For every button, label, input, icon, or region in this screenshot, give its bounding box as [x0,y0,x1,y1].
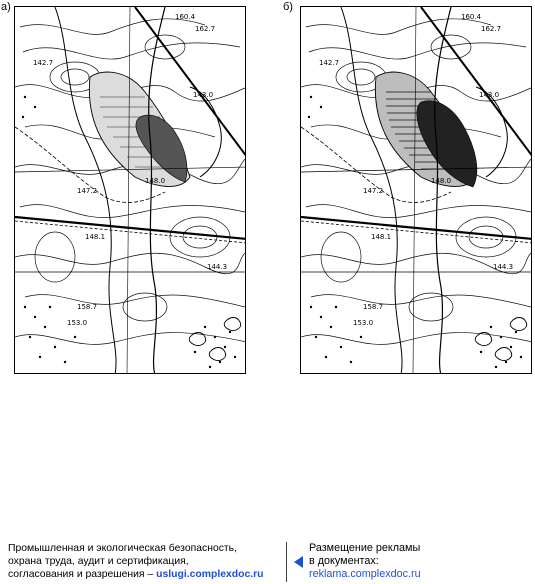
spot-height-label: 147.2 [363,187,384,195]
footer [0,540,535,584]
topographic-map-a [14,6,246,374]
spot-height-label: 143.0 [193,91,214,99]
spot-height-label: 153.0 [353,319,374,327]
spot-height-label: 160.4 [175,13,196,21]
panel-label-b: б) [283,1,293,13]
footer-line-prefix: согласования и разрешения – [8,569,157,580]
footer-line: Размещение рекламы [309,542,421,554]
panel-label-a: а) [1,1,11,13]
spot-height-label: 160.4 [461,13,482,21]
spot-height-label: 142.7 [319,59,340,67]
footer-line [8,568,283,581]
footer-line: Промышленная и экологическая безопасность, [8,543,237,554]
spot-height-label: 158.7 [77,303,98,311]
spot-height-label: 148.1 [371,233,392,241]
spot-height-label: 148.1 [85,233,106,241]
spot-height-label: 153.0 [67,319,88,327]
topographic-map-b [300,6,532,374]
ads-link[interactable]: reklama.complexdoc.ru [309,568,421,580]
spot-height-label: 147.2 [77,187,98,195]
spot-height-label: 144.3 [493,263,514,271]
services-link[interactable]: uslugi.complexdoc.ru [156,569,264,580]
footer-services-text [8,542,283,581]
footer-divider [286,542,287,582]
footer-line: охрана труда, аудит и сертификация, [8,556,189,567]
spot-height-label: 148.0 [431,177,452,185]
arrow-left-icon [294,556,303,568]
spot-height-label: 162.7 [481,25,502,33]
spot-height-label: 142.7 [33,59,54,67]
spot-height-label: 158.7 [363,303,384,311]
spot-height-label: 162.7 [195,25,216,33]
spot-height-label: 148.0 [145,177,166,185]
spot-height-label: 143.0 [479,91,500,99]
footer-line: в документах: [309,555,379,567]
footer-ads-text [309,542,529,581]
spot-height-label: 144.3 [207,263,228,271]
